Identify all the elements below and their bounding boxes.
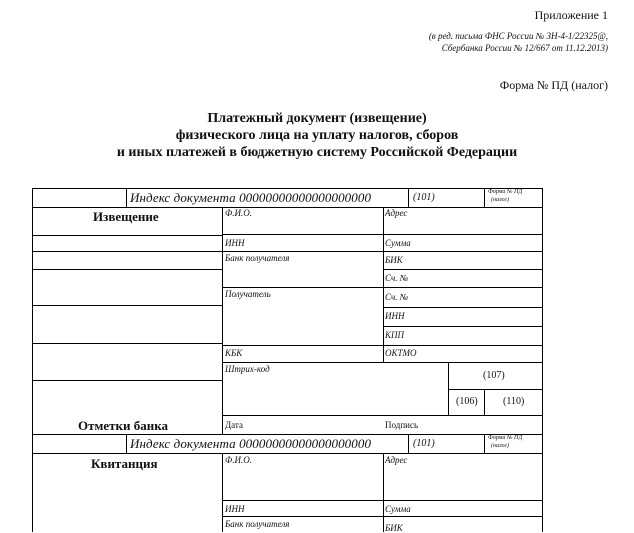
notice-sum-label: Сумма [385, 238, 411, 248]
edition-line-1: (в ред. письма ФНС России № ЗН-4-1/22325@, [428, 31, 608, 41]
bank-marks-label: Отметки банка [78, 418, 169, 433]
receipt-payee-bank-label: Банк получателя [225, 519, 290, 529]
annex-label: Приложение 1 [534, 8, 608, 22]
receipt-inn-label: ИНН [225, 504, 245, 514]
notice-payee-label: Получатель [225, 289, 271, 299]
edition-note [429, 30, 608, 54]
signature-label: Подпись [385, 420, 419, 430]
notice-fio-label: Ф.И.О. [225, 208, 252, 218]
notice-oktmo-label: ОКТМО [385, 348, 417, 358]
receipt-form-small-2: (налог) [491, 443, 510, 449]
notice-code-106: (106) [456, 396, 478, 407]
notice-kpp-label: КПП [385, 330, 404, 340]
notice-code-110: (110) [503, 396, 525, 407]
notice-payee-account-label: Сч. № [385, 292, 409, 302]
receipt-address-label: Адрес [385, 455, 408, 465]
title-line-1: Платежный документ (извещение) [207, 111, 427, 126]
notice-account-label: Сч. № [385, 273, 409, 283]
receipt-sum-label: Сумма [385, 504, 411, 514]
notice-code-107: (107) [483, 370, 505, 381]
notice-address-label: Адрес [385, 208, 408, 218]
notice-barcode-label: Штрих-код [225, 364, 270, 374]
form-name: Форма № ПД (налог) [499, 78, 608, 92]
title-line-2: физического лица на уплату налогов, сборов [175, 128, 459, 143]
receipt-fio-label: Ф.И.О. [225, 455, 252, 465]
receipt-section-title: Квитанция [91, 456, 158, 471]
receipt-doc-index: Индекс документа 00000000000000000000 [130, 436, 372, 451]
notice-bik-label: БИК [385, 255, 403, 265]
notice-form-small-2: (налог) [491, 197, 510, 203]
notice-payee-inn-label: ИНН [385, 311, 405, 321]
notice-code-101: (101) [413, 192, 435, 203]
notice-section-title: Извещение [93, 209, 159, 224]
notice-doc-index: Индекс документа 00000000000000000000 [130, 190, 372, 205]
notice-inn-label: ИНН [225, 238, 245, 248]
notice-form-small-1: Форма № ПД [488, 189, 523, 195]
receipt-code-101: (101) [413, 438, 435, 449]
receipt-bik-label: БИК [385, 523, 403, 533]
edition-line-2: Сбербанка России № 12/667 от 11.12.2013) [441, 43, 608, 53]
title-line-3: и иных платежей в бюджетную систему Российской Федерации [116, 145, 518, 160]
notice-payee-bank-label: Банк получателя [225, 253, 290, 263]
date-label: Дата [225, 420, 243, 430]
notice-kbk-label: КБК [225, 348, 243, 358]
receipt-form-small-1: Форма № ПД [488, 435, 523, 441]
